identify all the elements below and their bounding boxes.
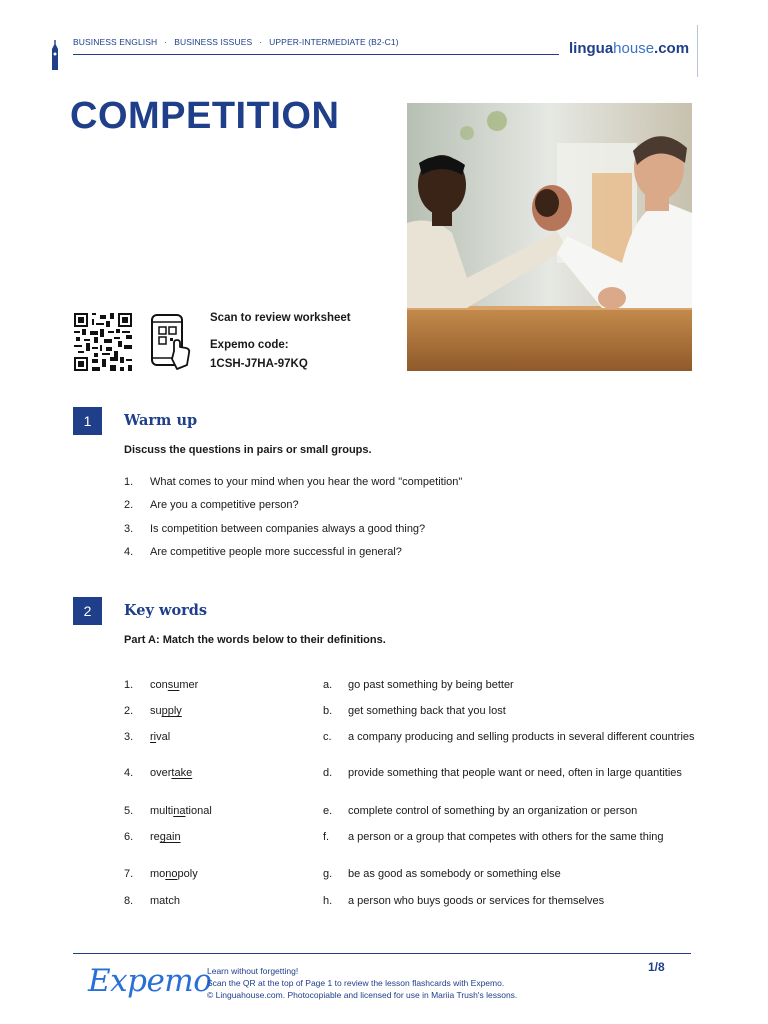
word-multinational: [150, 805, 212, 817]
question-text: What comes to your mind when you hear the word "competition": [150, 476, 463, 488]
word-part: over: [150, 767, 172, 779]
definition-text: go past something by being better: [348, 679, 514, 691]
header-divider: [697, 25, 698, 77]
word-regain: [150, 831, 181, 843]
definition-letter: h.: [323, 895, 333, 907]
question-number: 1.: [124, 476, 134, 488]
word-part: mer: [179, 679, 199, 691]
section-2-title: Key words: [124, 602, 208, 619]
question-text: Is competition between companies always a good thing?: [150, 523, 426, 535]
question-number: 4.: [124, 546, 134, 558]
word-stress: pply: [161, 705, 182, 717]
word-part: match: [150, 895, 180, 907]
word-consumer: [150, 679, 198, 691]
word-stress: ri: [150, 731, 157, 743]
word-monopoly: [150, 868, 198, 880]
brand-dim: house: [613, 40, 655, 57]
word-part: mo: [150, 868, 166, 880]
breadcrumb-level: BUSINESS ENGLISH: [73, 37, 158, 47]
qr-code-icon[interactable]: [73, 313, 133, 371]
word-rival: [150, 731, 170, 743]
footer-rule: [73, 953, 691, 954]
definition-letter: g.: [323, 868, 333, 880]
word-part: con: [150, 679, 168, 691]
definition-letter: e.: [323, 805, 333, 817]
definition-letter: d.: [323, 767, 333, 779]
phone-scan-icon: [150, 313, 192, 371]
expemo-code-label: Expemo code:: [210, 339, 289, 351]
word-stress: no: [165, 868, 178, 880]
definition-text: be as good as somebody or something else: [348, 868, 561, 880]
header-rule: [73, 54, 559, 55]
word-part: re: [150, 831, 160, 843]
definition-text: provide something that people want or need, often in large quantities: [348, 767, 682, 779]
word-part: tional: [185, 805, 212, 817]
section-1-number: 1: [73, 407, 102, 435]
word-stress: su: [167, 679, 180, 691]
page-title: COMPETITION: [70, 95, 340, 137]
definition-letter: b.: [323, 705, 333, 717]
word-part: poly: [177, 868, 198, 880]
word-stress: gain: [159, 831, 181, 843]
word-supply: [150, 705, 182, 717]
definition-text: a person who buys goods or services for themselves: [348, 895, 605, 907]
word-stress: take: [171, 767, 193, 779]
word-part: multi: [150, 805, 174, 817]
brand-tld: .com: [654, 40, 690, 57]
word-number: 4.: [124, 767, 134, 779]
expemo-logo[interactable]: Expemo: [88, 963, 212, 999]
word-part: su: [150, 705, 162, 717]
word-stress: na: [173, 805, 186, 817]
word-number: 2.: [124, 705, 134, 717]
word-number: 1.: [124, 679, 134, 691]
word-number: 6.: [124, 831, 134, 843]
definition-letter: c.: [323, 731, 332, 743]
page-number: 1/8: [648, 960, 665, 974]
word-match: [150, 895, 180, 907]
breadcrumb-topic: BUSINESS ISSUES: [174, 37, 253, 47]
footer-tagline: Learn without forgetting!: [207, 966, 299, 976]
word-number: 8.: [124, 895, 134, 907]
brand-logo[interactable]: [569, 40, 689, 57]
question-text: Are you a competitive person?: [150, 499, 299, 511]
definition-text: a person or a group that competes with others for the same thing: [348, 831, 664, 843]
word-overtake: [150, 767, 192, 779]
section-1-title: Warm up: [124, 412, 198, 429]
brand-main: lingua: [569, 40, 614, 57]
scan-label: Scan to review worksheet: [210, 312, 351, 324]
question-text: Are competitive people more successful in general?: [150, 546, 402, 558]
breadcrumb: BUSINESS ENGLISH · BUSINESS ISSUES · UPPER-INTERMEDIATE (B2-C1): [73, 37, 399, 47]
question-number: 3.: [124, 523, 134, 535]
section-2-number: 2: [73, 597, 102, 625]
breadcrumb-grade: UPPER-INTERMEDIATE (B2-C1): [269, 37, 399, 47]
word-part: val: [156, 731, 171, 743]
definition-text: a company producing and selling products in several different countries: [348, 731, 695, 743]
big-ben-icon: [50, 40, 60, 70]
definition-text: complete control of something by an organization or person: [348, 805, 638, 817]
word-number: 7.: [124, 868, 134, 880]
expemo-code: 1CSH-J7HA-97KQ: [210, 358, 308, 370]
section-2-instruction: Part A: Match the words below to their definitions.: [124, 634, 386, 646]
arm-wrestling-photo: [407, 103, 692, 371]
footer-copyright: © Linguahouse.com. Photocopiable and licensed for use in Mariia Trush's lessons.: [207, 990, 518, 1000]
word-number: 5.: [124, 805, 134, 817]
definition-letter: a.: [323, 679, 333, 691]
footer-instruction: Scan the QR at the top of Page 1 to review the lesson flashcards with Expemo.: [207, 978, 505, 988]
word-number: 3.: [124, 731, 134, 743]
definition-letter: f.: [323, 831, 330, 843]
question-number: 2.: [124, 499, 134, 511]
definition-text: get something back that you lost: [348, 705, 506, 717]
section-1-instruction: Discuss the questions in pairs or small groups.: [124, 444, 372, 456]
